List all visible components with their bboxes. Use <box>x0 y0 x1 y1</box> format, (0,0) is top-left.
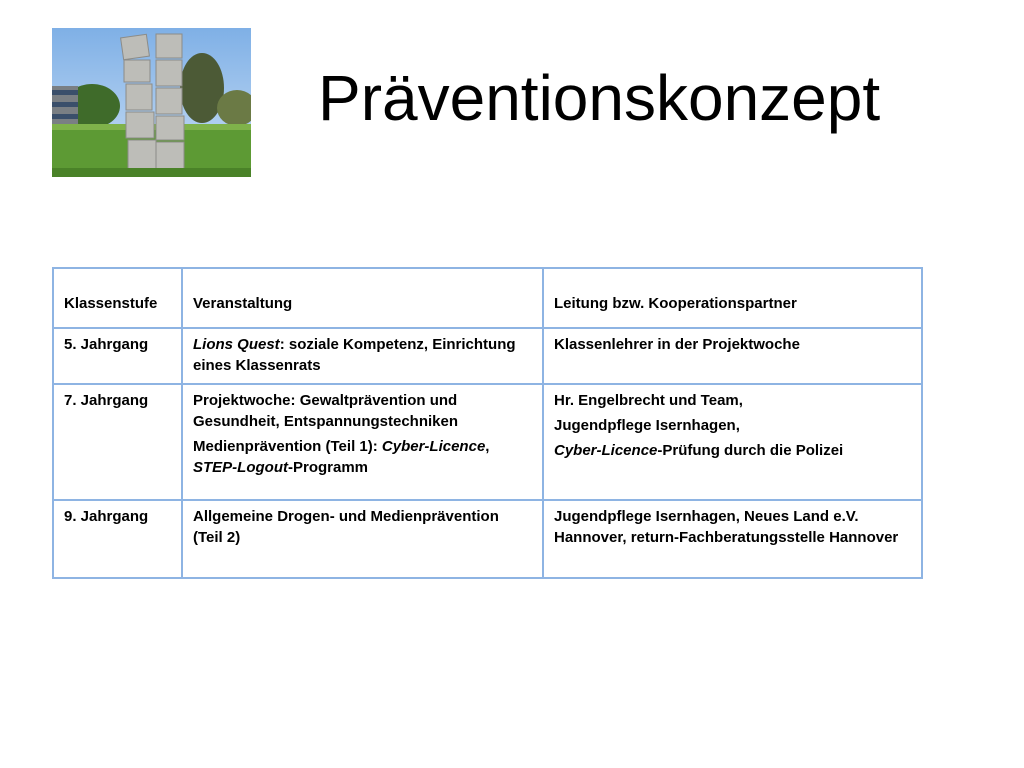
header-partner: Leitung bzw. Kooperationspartner <box>543 268 922 328</box>
grade-cell: 5. Jahrgang <box>53 328 182 384</box>
program-table <box>52 267 923 579</box>
header-event: Veranstaltung <box>182 268 543 328</box>
event-text: Lions Quest: soziale Kompetenz, Einrichtung eines Klassenrats <box>193 336 516 374</box>
partner-text: Jugendpflege Isernhagen, Neues Land e.V. Hannover, return-Fachberatungsstelle Hannover <box>554 508 899 546</box>
event-text: Allgemeine Drogen- und Medienprävention (Teil 2) <box>193 508 499 546</box>
grade-cell: 9. Jahrgang <box>53 500 182 578</box>
event-text: Projektwoche: Gewaltprävention und Gesundheit, Entspannungstechniken <box>193 392 459 430</box>
table-header-row <box>53 268 922 328</box>
school-photo <box>52 28 251 177</box>
partner-cell <box>543 328 922 384</box>
grade-cell: 7. Jahrgang <box>53 384 182 500</box>
partner-cell <box>543 384 922 500</box>
event-cell <box>182 328 543 384</box>
partner-text: Klassenlehrer in der Projektwoche <box>554 336 800 353</box>
table-row <box>53 500 922 578</box>
partner-cell <box>543 500 922 578</box>
table-row <box>53 328 922 384</box>
event-text: Medienprävention (Teil 1): Cyber-Licence, STEP-Logout-Programm <box>193 438 490 476</box>
event-cell <box>182 384 543 500</box>
header-grade: Klassenstufe <box>53 268 182 328</box>
partner-text: Jugendpflege Isernhagen, <box>554 417 740 434</box>
partner-text: Cyber-Licence-Prüfung durch die Polizei <box>554 442 844 459</box>
table-row <box>53 384 922 500</box>
partner-text: Hr. Engelbrecht und Team, <box>554 392 743 409</box>
event-cell <box>182 500 543 578</box>
page-title: Präventionskonzept <box>318 62 881 134</box>
